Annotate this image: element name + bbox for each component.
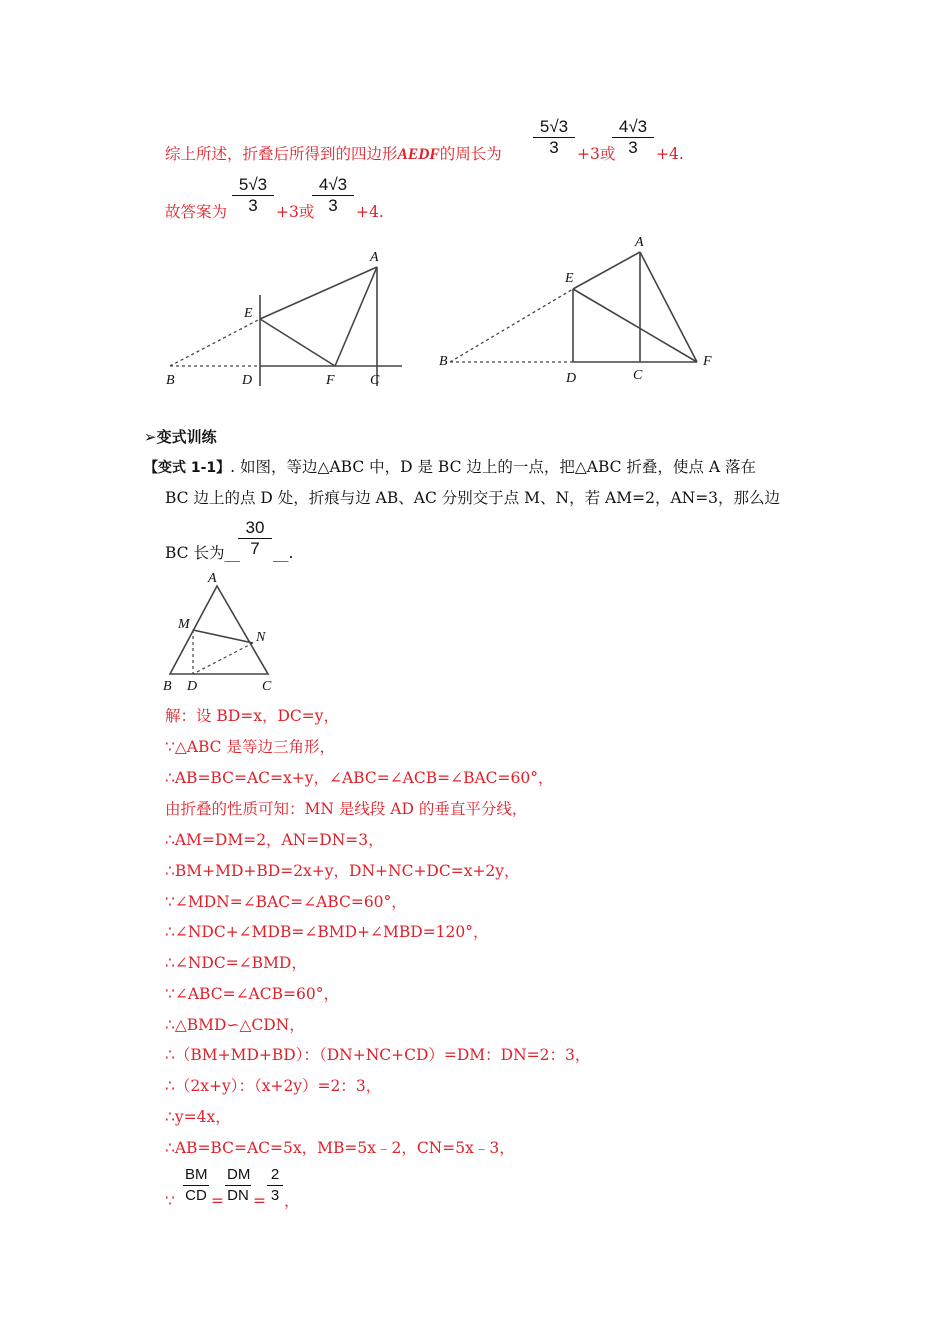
solution-line-15: ∴AB=BC=AC=5x，MB=5x﹣2，CN=5x﹣3， xyxy=(165,1139,515,1157)
label-F: F xyxy=(326,373,335,388)
label-C: C xyxy=(370,373,380,388)
fraction-denominator: 3 xyxy=(270,1187,280,1204)
fraction-numerator: 5√3 xyxy=(533,117,575,138)
fraction-numerator: DM xyxy=(225,1165,251,1186)
quadrilateral-name: AEDF xyxy=(397,146,440,163)
fraction-numerator: 30 xyxy=(238,518,272,539)
solution-line-10: ∵∠ABC=∠ACB=60°， xyxy=(165,985,339,1003)
solution-line-13: ∴（2x+y）：（x+2y）=2：3， xyxy=(165,1077,382,1095)
solution-line-7: ∵∠MDN=∠BAC=∠ABC=60°， xyxy=(165,893,407,911)
label-A: A xyxy=(370,250,379,265)
dashed-ND xyxy=(193,643,253,674)
label-D: D xyxy=(187,679,198,694)
solution-line-9: ∴∠NDC=∠BMD， xyxy=(165,954,307,972)
fraction-BM-CD xyxy=(183,1165,209,1206)
fraction-denominator: 7 xyxy=(250,539,260,558)
label-A: A xyxy=(208,571,217,586)
plus4-text: +4. xyxy=(356,203,384,221)
label-B: B xyxy=(163,679,172,694)
answer-fraction-2 xyxy=(312,175,354,216)
label-M: M xyxy=(178,617,190,632)
problem-line3-prefix: BC 长为__ xyxy=(165,544,240,562)
solution-line-14: ∴y=4x， xyxy=(165,1108,231,1126)
plus4-text: +4. xyxy=(656,145,684,163)
problem-text-1: . 如图，等边△ABC 中，D 是 BC 边上的一点，把△ABC 折叠，使点 A 落在 xyxy=(230,458,756,476)
fraction-5sqrt3-over-3 xyxy=(533,117,575,158)
fraction-numerator: 2 xyxy=(267,1165,283,1186)
fraction-denominator: 3 xyxy=(628,138,638,157)
solution-line-12: ∴（BM+MD+BD）：（DN+NC+CD）=DM：DN=2：3， xyxy=(165,1046,591,1064)
solution-line-3: ∴AB=BC=AC=x+y，∠ABC=∠ACB=∠BAC=60°， xyxy=(165,769,554,787)
solution-line-11: ∴△BMD∽△CDN， xyxy=(165,1016,305,1034)
dashed-BE xyxy=(170,319,260,366)
fraction-denominator: CD xyxy=(185,1187,207,1204)
fraction-denominator: 3 xyxy=(328,196,338,215)
fraction-numerator: 5√3 xyxy=(232,175,274,196)
label-A: A xyxy=(635,235,644,250)
fraction-DM-DN xyxy=(225,1165,251,1206)
fraction-2-3 xyxy=(267,1165,283,1206)
label-B: B xyxy=(439,354,448,369)
answer-plus4 xyxy=(356,202,384,222)
label-D: D xyxy=(566,371,577,386)
fraction-numerator: BM xyxy=(183,1165,209,1186)
summary-line-1 xyxy=(165,144,502,165)
label-E: E xyxy=(565,271,574,286)
problem-line-3 xyxy=(165,543,240,563)
fraction-denominator: 3 xyxy=(549,138,559,157)
edge-EF xyxy=(260,319,335,366)
summary-text: 综上所述，折叠后所得到的四边形 xyxy=(165,145,398,163)
plus4 xyxy=(656,144,684,164)
equals-1: = xyxy=(211,1192,224,1210)
fraction-numerator: 4√3 xyxy=(312,175,354,196)
answer-plus3-or xyxy=(276,202,314,222)
fraction-denominator: 3 xyxy=(248,196,258,215)
plus3-or xyxy=(577,144,615,164)
solution-line-2: ∵△ABC 是等边三角形， xyxy=(165,738,335,756)
problem-line-1 xyxy=(144,457,756,478)
label-E: E xyxy=(244,306,253,321)
solution-line-5: ∴AM=DM=2，AN=DN=3， xyxy=(165,831,384,849)
answer-fraction-1 xyxy=(232,175,274,216)
last-line-end: ， xyxy=(284,1192,300,1210)
fraction-numerator: 4√3 xyxy=(612,117,654,138)
answer-prefix: 故答案为 xyxy=(165,203,228,221)
section-heading: ➢变式训练 xyxy=(144,428,217,446)
label-F: F xyxy=(703,354,712,369)
solution-line-6: ∴BM+MD+BD=2x+y，DN+NC+DC=x+2y， xyxy=(165,862,520,880)
summary-text-2: 的周长为 xyxy=(439,145,502,163)
problem-answer-fraction xyxy=(238,518,272,559)
fraction-denominator: DN xyxy=(227,1187,249,1204)
plus3-or-text: +3或 xyxy=(577,145,616,163)
solution-line-8: ∴∠NDC+∠MDB=∠BMD+∠MBD=120°， xyxy=(165,923,489,941)
fraction-4sqrt3-over-3 xyxy=(612,117,654,158)
figure-3 xyxy=(160,568,285,696)
edge-AE xyxy=(260,267,377,319)
label-D: D xyxy=(242,373,253,388)
figure-1 xyxy=(160,245,420,395)
label-C: C xyxy=(262,679,272,694)
edge-AF xyxy=(335,267,377,366)
label-C: C xyxy=(633,368,643,383)
label-N: N xyxy=(256,630,266,645)
label-B: B xyxy=(166,373,175,388)
plus3-or-text: +3或 xyxy=(276,203,315,221)
edge-AE xyxy=(573,252,640,289)
last-line-because: ∵ xyxy=(165,1192,175,1210)
problem-line-2: BC 边上的点 D 处，折痕与边 AB、AC 分别交于点 M、N，若 AM=2，AN=3，那么边 xyxy=(165,489,781,507)
equals-2: = xyxy=(253,1192,266,1210)
problem-line3-suffix: __. xyxy=(273,544,294,562)
figure-2 xyxy=(435,232,725,392)
dashed-BE xyxy=(450,289,573,362)
problem-tag: 【变式 1-1】 xyxy=(144,460,231,476)
solution-line-4: 由折叠的性质可知：MN 是线段 AD 的垂直平分线， xyxy=(165,800,528,818)
solution-line-1: 解：设 BD=x，DC=y， xyxy=(165,707,340,725)
answer-line xyxy=(165,202,227,222)
